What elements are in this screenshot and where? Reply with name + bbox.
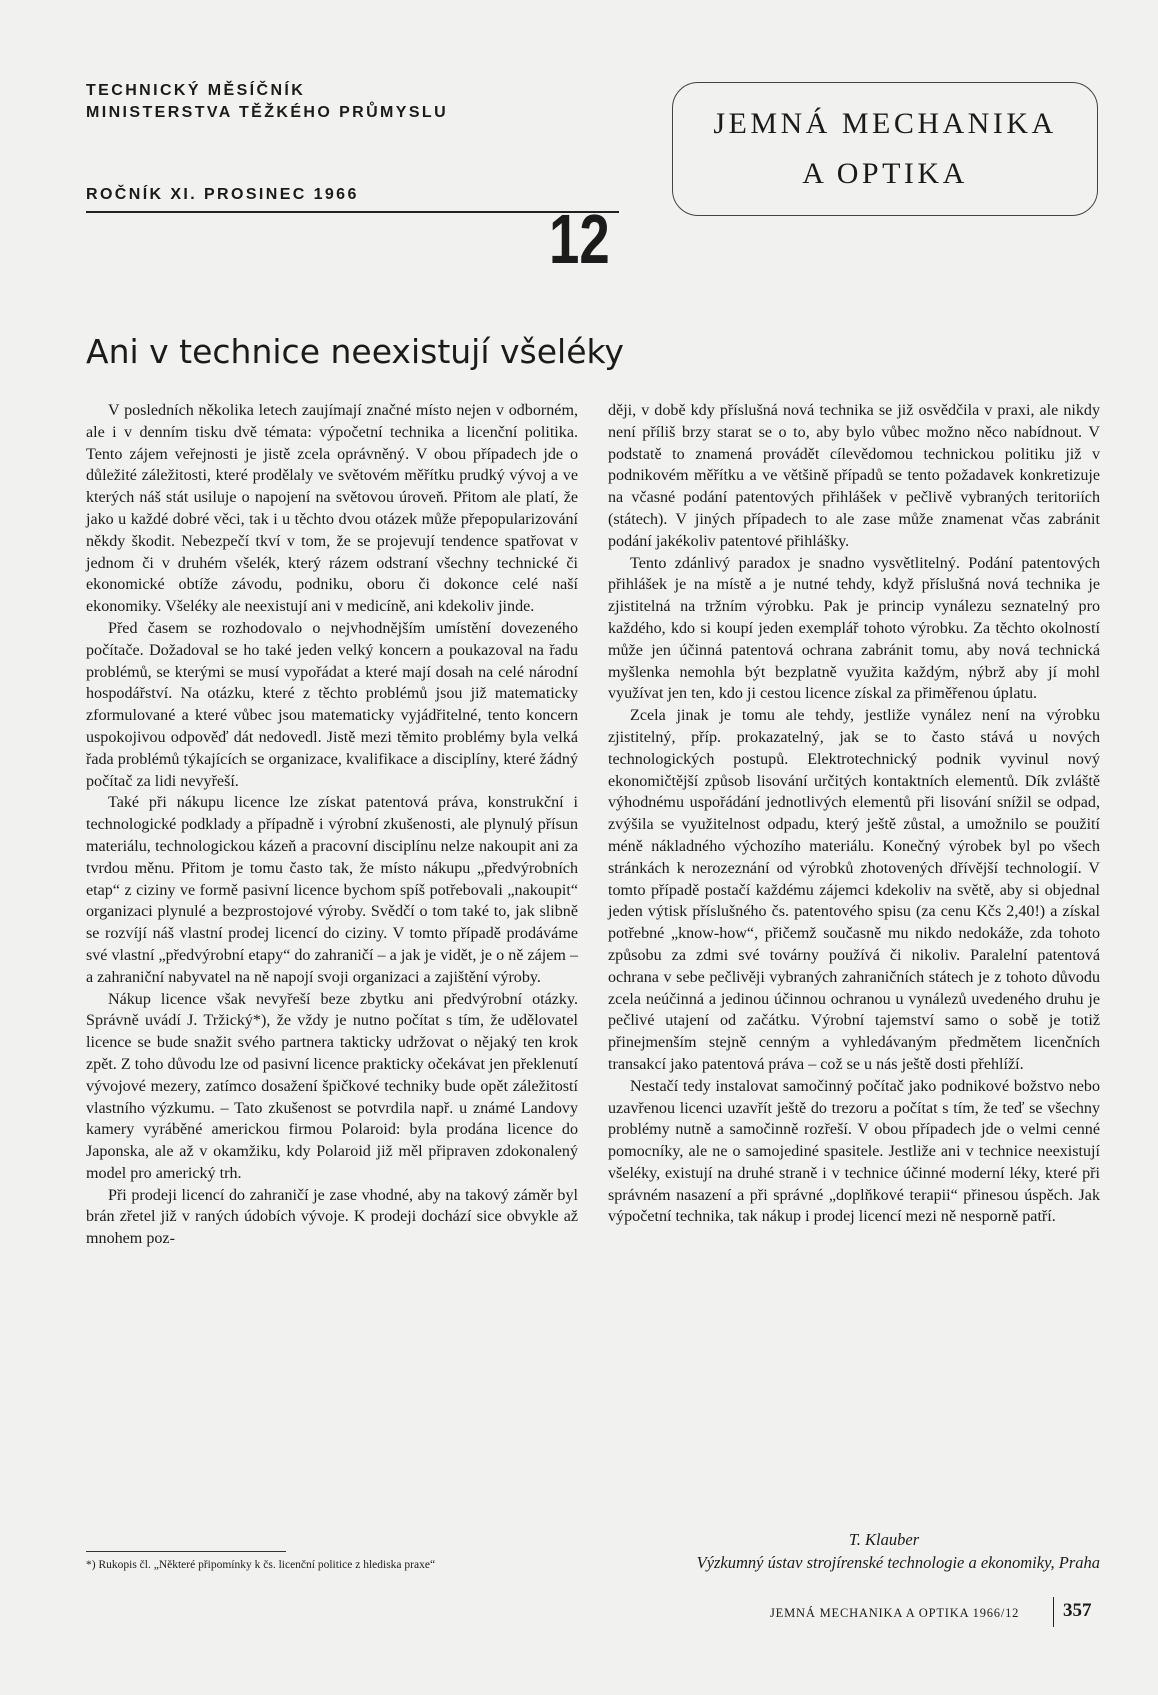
footer-journal: JEMNÁ MECHANIKA A OPTIKA 1966/12 xyxy=(770,1606,1020,1620)
page-number: 357 xyxy=(1063,1600,1092,1621)
masthead-line-2: MINISTERSTVA TĚŽKÉHO PRŮMYSLU xyxy=(86,104,449,121)
paragraph: Nákup licence však nevyřeší beze zbytku ani předvýrobní otázky. Správně uvádí J. Tržický*), že vždy je nutno počítat s tím, že udělovatel licence se bude snažit svého partnera takticky udržovat o nějaký ten krok zpět. Z toho důvodu lze od pasivní licence prakticky očekávat jen překlenutí vývojové mezery, zatímco dosažení špičkové techniky bude opět záležitostí vlastního výzkumu. – Tato zkušenost se potvrdila např. u známé Landovy kamery vyráběné americkou firmou Polaroid: byla prodána licence do Japonska, ale až v okamžiku, kdy Polaroid již měl připraven zdokonalený model pro americký trh. xyxy=(86,990,578,1182)
paragraph: V posledních několika letech zaujímají značné místo nejen v odborném, ale i v denním tisku dvě témata: výpočetní technika a licenční politika. Tento zájem veřejnosti je jistě zcela oprávněný. V obou případech jde o důležité záležitosti, které prodělaly ve světovém měřítku prudký vývoj a ve kterých náš stát usiluje o napojení na světovou úroveň. Přitom ale platí, že jako u každé dobré věci, tak i u těchto dvou otázek může přepopularizování někdy škodit. Nebezpečí tkví v tom, že se projevují tendence spatřovat v jednom či v druhém všelék, který rázem odstraní všechny technické či ekonomické obtíže závodu, podniku, oboru či dokonce celé naší ekonomiky. Všeléky ale neexistují ani v medicíně, ani kdekoliv jinde. xyxy=(86,402,578,616)
issue-number: 12 xyxy=(549,200,610,278)
paragraph: Zcela jinak je tomu ale tehdy, jestliže vynález není na výrobku zjistitelný, příp. prokazatelný, jak se to často stává u nových technologických postupů. Elektrotechnický podnik vyvinul nový ekonomičtější způsob lisování určitých kontaktních elementů. Dík zvláště výhodnému uspořádání jednotlivých elementů při lisování snížil se odpad, zvýšila se využitelnost odpadu, který ještě zůstal, a umožnilo se použití méně nákladného výchozího materiálu. Konečný výrobek byl po všech stránkách k nerozeznání od výrobků zhotovených dřívější technologií. V tomto případě postačí každému zájemci kdekoliv na světě, aby si objednal jeden výtisk příslušného čs. patentového spisu (za cenu Kčs 2,40!) a získal potřebné „know-how“, přičemž současně mu nikdo nedokáže, zda tohoto způsobu za zdmi své továrny používá či nikoliv. Paralelní patentová ochrana v sebe pečlivěji vybraných zahraničních státech je z tohoto důvodu zcela neúčinná a jedinou účinnou ochranou u vynálezů uvedeného druhu je pečlivé utajení od začátku. Výrobní tajemství samo o sobě je totiž přinejmenším stejně cenným a vyhledávaným předmětem licenčních transakcí jako patentová práva – což se u nás ještě dosti přehlíží. xyxy=(608,707,1100,1073)
paragraph-continuation: ději, v době kdy příslušná nová technika se již osvědčila v praxi, ale nikdy není příliš brzy starat se o to, aby bylo vůbec možno něco nabídnout. V podstatě to znamená provádět cílevědomou technickou politiku již v podnikovém měřítku a ve většině případů se tento požadavek konkretizuje na včasné podání patentových přihlášek v pečlivě vybraných teritoriích (státech). V jiných případech to ale zase může znamenat včas zabránit podání jakékoliv patentové přihlášky. xyxy=(608,402,1100,550)
paragraph: Před časem se rozhodovalo o nejvhodnějším umístění dovezeného počítače. Dožadoval se ho také jeden velký koncern a poukazoval na řadu problémů, se kterými se musí vypořádat a které mají dosah na celé národní hospodářství. Na otázku, které z těchto problémů jsou již matematicky zformulované a které vůbec jsou matematicky vyjádřitelné, tento koncern uspokojivou odpověď dát nedovedl. Jistě mezi těmito problémy byla velká řada problémů týkajících se organizace, kvalifikace a disciplíny, které žádný počítač za lidi nevyřeší. xyxy=(86,619,578,790)
footnote-rule xyxy=(86,1551,286,1552)
journal-title-line-1: JEMNÁ MECHANIKA xyxy=(713,107,1057,140)
article-column-left xyxy=(86,400,578,1250)
paragraph: Také při nákupu licence lze získat patentová práva, konstrukční i technologické podklady a případně i výrobní zkušenosti, ale plynulý přísun materiálu, technologickou kázeň a pracovní disciplínu nelze nakoupit ani za tvrdou měnu. Přitom je tomu často tak, že místo nákupu „předvýrobních etap“ z ciziny ve formě pasivní licence bychom spíš potřebovali „nakoupit“ organizaci plynulé a bezprostojové výroby. Svědčí o tom také to, jak slibně se rozvíjí náš vlastní prodej licencí do ciziny. V tomto případě prodáváme své vlastní „předvýrobní etapy“ do zahraničí – a jak je vidět, je o ně zájem – a zahraniční nabyvatel na ně napojí svoji organizaci a zajištění výroby. xyxy=(86,794,578,986)
masthead-line-1: TECHNICKÝ MĚSÍČNÍK xyxy=(86,82,306,99)
article-column-right xyxy=(608,400,1100,1228)
paragraph: Při prodeji licencí do zahraničí je zase vhodné, aby na takový záměr byl brán zřetel již v raných údobích vývoje. K prodeji dochází sice obvykle až mnohem poz- xyxy=(86,1186,578,1248)
masthead-rule xyxy=(86,211,619,213)
paragraph: Nestačí tedy instalovat samočinný počítač jako podnikové božstvo nebo uzavřenou licenci uzavřít ještě do trezoru a počítat s tím, že teď se všechny problémy nutně a samočinně rozřeší. V obou případech jde o velmi cenné pomocníky, ale ne o samojediné spasitele. Jestliže ani v technice neexistují všeléky, existují na druhé straně i v technice účinné moderní léky, které při správném nasazení a při správné „doplňkové terapii“ přinesou úspěch. Jak výpočetní technika, tak nákup i prodej licencí mezi ně nesporně patří. xyxy=(608,1077,1100,1226)
author-institution: Výzkumný ústav strojírenské technologie a ekonomiky, Praha xyxy=(696,1553,1100,1572)
article-signature xyxy=(608,1528,1100,1574)
footer-divider xyxy=(1053,1597,1054,1627)
article-title: Ani v technice neexistují všeléky xyxy=(86,332,624,371)
journal-title-line-2: A OPTIKA xyxy=(802,157,968,190)
footnote: *) Rukopis čl. „Některé připomínky k čs. licenční politice z hlediska praxe“ xyxy=(86,1559,436,1571)
masthead xyxy=(86,80,619,278)
paragraph: Tento zdánlivý paradox je snadno vysvětlitelný. Podání patentových přihlášek je na místě a je nutné tehdy, když příslušná nová technika je zjistitelná na tržním výrobku. Pak je princip vynálezu seznatelný pro každého, kdo si koupí jeden exemplář tohoto výrobku. Za těchto okolností může jen účinná patentová ochrana zabránit tomu, aby nová technická myšlenka nemohla být bezplatně využita každým, nýbrž aby jí mohl využívat jen ten, kdo ji cestou licence získal za přiměřenou úplatu. xyxy=(608,554,1100,703)
issue-line: ROČNÍK XI. PROSINEC 1966 xyxy=(86,186,359,203)
journal-title-box xyxy=(672,82,1098,216)
author-name: T. Klauber xyxy=(848,1530,920,1549)
